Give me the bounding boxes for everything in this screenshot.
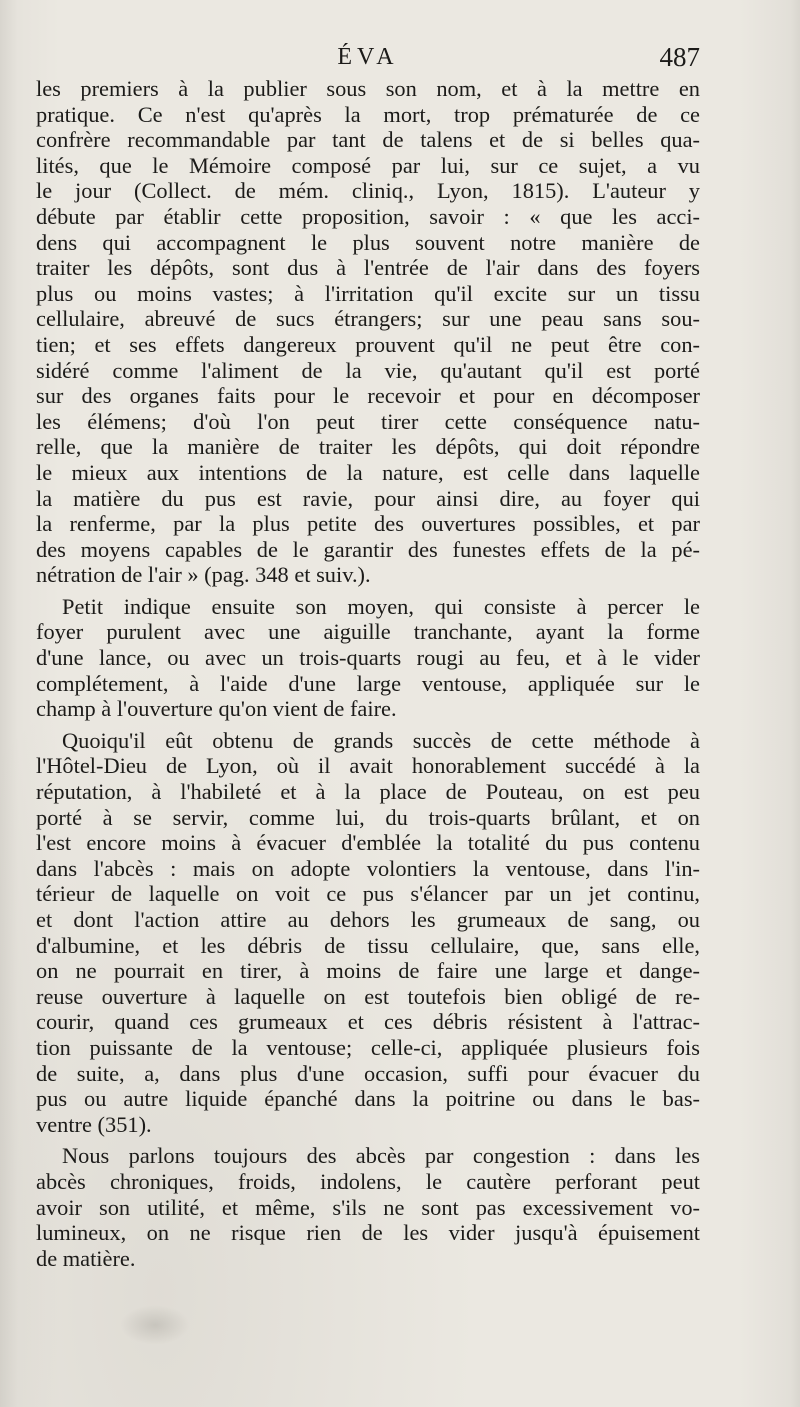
text-line: réputation, à l'habileté et à la place de Pouteau, on est peu bbox=[36, 779, 700, 805]
paragraph bbox=[36, 1143, 700, 1271]
text-line: plus ou moins vastes; à l'irritation qu'il excite sur un tissu bbox=[36, 280, 700, 306]
text-line: et dont l'action attire au dehors les grumeaux de sang, ou bbox=[36, 907, 700, 932]
text-line: foyer purulent avec une aiguille tranchante, ayant la forme bbox=[36, 619, 700, 645]
text-line: Petit indique ensuite son moyen, qui consiste à percer le bbox=[62, 593, 700, 619]
text-line: abcès chroniques, froids, indolens, le cautère perforant peut bbox=[36, 1168, 700, 1194]
text-line: avoir son utilité, et même, s'ils ne sont pas excessivement vo- bbox=[36, 1194, 700, 1220]
text-line: térieur de laquelle on voit ce pus s'élancer par un jet continu, bbox=[36, 881, 700, 907]
text-line: traiter les dépôts, sont dus à l'entrée de l'air dans des foyers bbox=[36, 255, 700, 281]
text-line: tien; et ses effets dangereux prouvent qu'il ne peut être con- bbox=[36, 331, 700, 357]
text-line: on ne pourrait en tirer, à moins de faire une large et dange- bbox=[36, 958, 700, 984]
text-line: cellulaire, abreuvé de sucs étrangers; sur une peau sans sou- bbox=[36, 306, 700, 332]
text-line: la renferme, par la plus petite des ouvertures possibles, et par bbox=[36, 511, 700, 537]
paragraph bbox=[36, 594, 700, 722]
text-line: porté à se servir, comme lui, du trois-quarts brûlant, et on bbox=[36, 804, 700, 830]
text-line: dans l'abcès : mais on adopte volontiers la ventouse, dans l'in- bbox=[36, 855, 700, 881]
paragraph bbox=[36, 728, 700, 1138]
page-number: 487 bbox=[659, 42, 700, 72]
text-line: l'Hôtel-Dieu de Lyon, où il avait honorablement succédé à la bbox=[36, 753, 700, 779]
text-line: ventre (351). bbox=[36, 1111, 152, 1137]
text-line: champ à l'ouverture qu'on vient de faire. bbox=[36, 696, 397, 722]
text-line: courir, quand ces grumeaux et ces débris résistent à l'attrac- bbox=[36, 1009, 700, 1035]
text-line: de suite, a, dans plus d'une occasion, suffi pour évacuer du bbox=[36, 1060, 700, 1086]
text-line: Quoiqu'il eût obtenu de grands succès de cette méthode à bbox=[62, 727, 700, 753]
running-title: ÉVA bbox=[337, 44, 399, 70]
body-text bbox=[36, 76, 700, 1271]
text-line: tion puissante de la ventouse; celle-ci, appliquée plusieurs fois bbox=[36, 1034, 700, 1060]
text-line: débute par établir cette proposition, savoir : « que les acci- bbox=[36, 203, 700, 229]
text-line: le jour (Collect. de mém. cliniq., Lyon, 1815). L'auteur y bbox=[36, 178, 700, 204]
text-line: reuse ouverture à laquelle on est toutefois bien obligé de re- bbox=[36, 983, 700, 1009]
text-line: lités, que le Mémoire composé par lui, sur ce sujet, a vu bbox=[36, 152, 700, 178]
text-line: sidéré comme l'aliment de la vie, qu'autant qu'il est porté bbox=[36, 357, 700, 383]
text-line: de matière. bbox=[36, 1245, 136, 1271]
text-line: d'albumine, et les débris de tissu cellulaire, que, sans elle, bbox=[36, 932, 700, 958]
text-line: pratique. Ce n'est qu'après la mort, trop prématurée de ce bbox=[36, 101, 700, 127]
text-line: l'est encore moins à évacuer d'emblée la totalité du pus contenu bbox=[36, 830, 700, 856]
text-line: nétration de l'air » (pag. 348 et suiv.). bbox=[36, 562, 371, 588]
text-line: le mieux aux intentions de la nature, est celle dans laquelle bbox=[36, 459, 700, 485]
paragraph bbox=[36, 76, 700, 588]
text-line: confrère recommandable par tant de talens et de si belles qua- bbox=[36, 127, 700, 153]
text-line: la matière du pus est ravie, pour ainsi dire, au foyer qui bbox=[36, 485, 700, 511]
text-line: Nous parlons toujours des abcès par congestion : dans les bbox=[62, 1143, 700, 1169]
text-line: des moyens capables de le garantir des funestes effets de la pé- bbox=[36, 536, 700, 562]
text-line: sur des organes faits pour le recevoir et pour en décomposer bbox=[36, 383, 700, 409]
text-line: les élémens; d'où l'on peut tirer cette conséquence natu- bbox=[36, 408, 700, 434]
text-line: lumineux, on ne risque rien de les vider jusqu'à épuisement bbox=[36, 1220, 700, 1246]
paper-stain bbox=[120, 1305, 190, 1345]
text-line: les premiers à la publier sous son nom, et à la mettre en bbox=[36, 76, 700, 101]
running-head bbox=[36, 40, 700, 80]
text-line: complétement, à l'aide d'une large ventouse, appliquée sur le bbox=[36, 670, 700, 696]
text-line: relle, que la manière de traiter les dépôts, qui doit répondre bbox=[36, 434, 700, 460]
text-line: pus ou autre liquide épanché dans la poitrine ou dans le bas- bbox=[36, 1086, 700, 1112]
text-line: dens qui accompagnent le plus souvent notre manière de bbox=[36, 229, 700, 255]
text-line: d'une lance, ou avec un trois-quarts rougi au feu, et à le vider bbox=[36, 645, 700, 671]
